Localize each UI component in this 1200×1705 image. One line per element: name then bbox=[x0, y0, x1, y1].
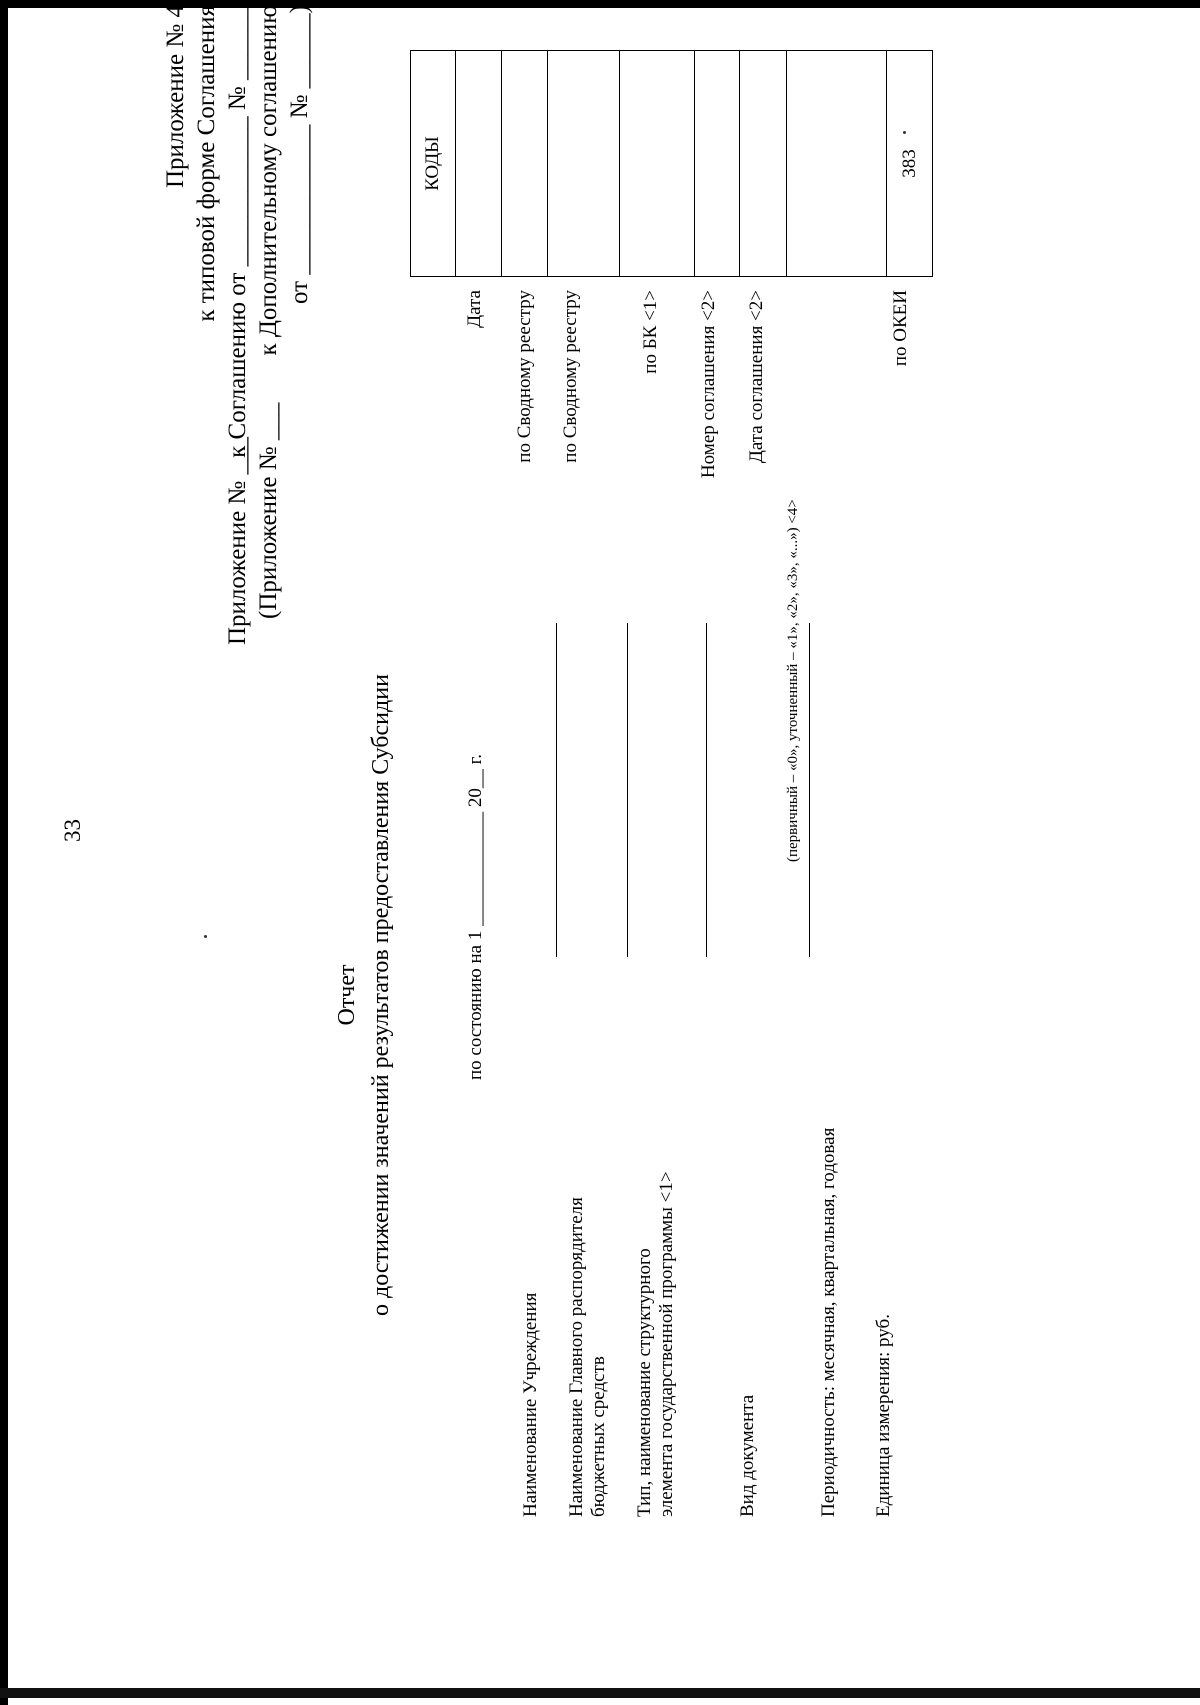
field-doc-type: Вид документа bbox=[737, 1394, 758, 1517]
code-cell-doc-type bbox=[787, 51, 887, 277]
codes-header: КОДЫ bbox=[411, 51, 456, 277]
label-registry-2: по Сводному реестру bbox=[560, 290, 581, 463]
field-program bbox=[634, 1171, 678, 1517]
label-date: Дата bbox=[464, 290, 485, 328]
annex-header bbox=[160, 5, 315, 458]
annex-header-line3: к Соглашению от ____________ № ______ bbox=[224, 5, 251, 458]
code-cell-date bbox=[456, 51, 502, 277]
annex-header-line2: к типовой форме Соглашения bbox=[193, 5, 220, 322]
field-program-line1: Тип, наименование структурного bbox=[634, 1248, 655, 1517]
report-title bbox=[330, 645, 398, 1345]
annex-header-line5: от ____________ № ______) bbox=[286, 5, 313, 305]
annex-mid-line1: Приложение № ___ bbox=[224, 436, 251, 645]
institution-line bbox=[556, 623, 557, 957]
field-unit: Единица измерения: руб. bbox=[873, 1314, 894, 1517]
code-cell-agreement-date bbox=[740, 51, 787, 277]
field-chief-manager-line2: бюджетных средств bbox=[588, 1356, 609, 1517]
field-chief-manager-line1: Наименование Главного распорядителя bbox=[566, 1197, 587, 1517]
report-title-line2: о достижении значений результатов предоставления Субсидии bbox=[368, 674, 394, 1316]
field-program-line2: элемента государственной программы <1> bbox=[656, 1171, 677, 1517]
field-periodicity: Периодичность: месячная, квартальная, годовая bbox=[818, 1127, 839, 1517]
page-number: 33 bbox=[60, 819, 85, 842]
report-title-line1: Отчет bbox=[334, 964, 360, 1026]
code-cell-bk bbox=[620, 51, 695, 277]
code-cell-registry-1 bbox=[502, 51, 548, 277]
field-doc-type-hint: (первичный – «0», уточненный – «1», «2», «3», «...») <4> bbox=[785, 499, 801, 862]
label-agreement-date: Дата соглашения <2> bbox=[746, 290, 767, 464]
label-okei: по ОКЕИ bbox=[890, 290, 911, 367]
label-bk: по БК <1> bbox=[640, 290, 661, 374]
program-line bbox=[706, 623, 707, 957]
annex-header-line1: Приложение № 4 bbox=[162, 5, 189, 189]
code-cell-okei: 383 bbox=[887, 51, 933, 277]
codes-table bbox=[410, 50, 933, 277]
code-cell-agreement-number bbox=[695, 51, 740, 277]
annex-mid-line2: (Приложение № ___ bbox=[255, 402, 282, 619]
code-cell-registry-2 bbox=[548, 51, 620, 277]
annex-header-line4: к Дополнительному соглашению bbox=[255, 5, 282, 356]
doc-type-line bbox=[809, 623, 810, 957]
annex-mid bbox=[222, 403, 284, 645]
chief-manager-line bbox=[627, 623, 628, 957]
as-of-date: по состоянию на 1 ____________ 20__ г. bbox=[465, 754, 486, 1080]
label-registry-1: по Сводному реестру bbox=[514, 290, 535, 463]
label-agreement-number: Номер соглашения <2> bbox=[698, 290, 719, 479]
field-chief-manager bbox=[566, 1197, 610, 1517]
field-institution: Наименование Учреждения bbox=[520, 1292, 541, 1517]
